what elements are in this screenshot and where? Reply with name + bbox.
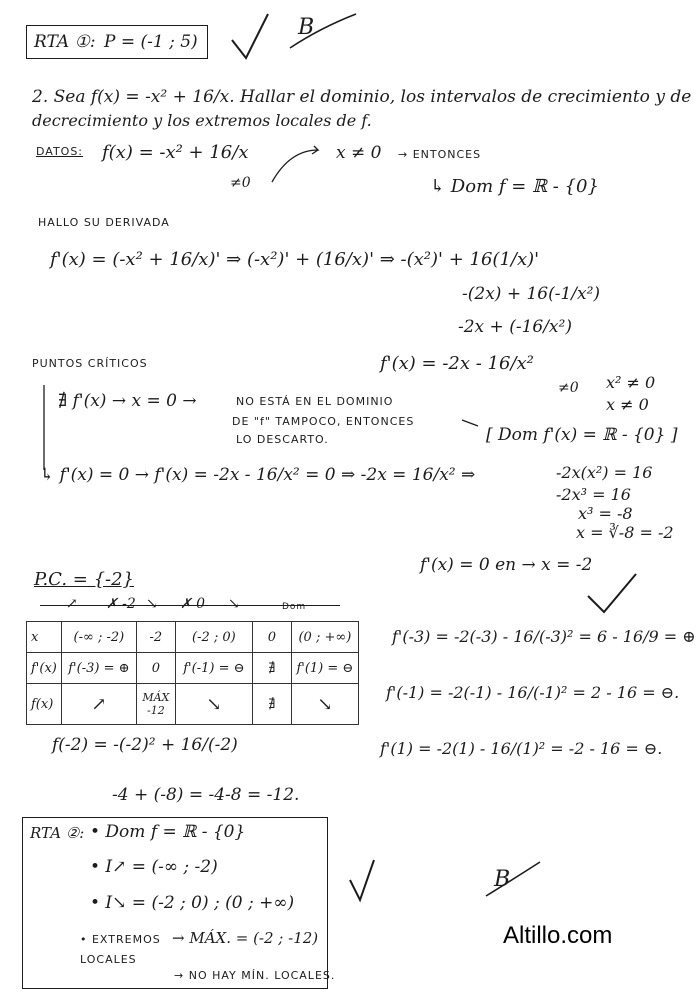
axis-mark-2: ✗ -2 (106, 596, 136, 612)
table-cell: (0 ; +∞) (291, 622, 358, 653)
check-icon (588, 574, 636, 612)
critical-case1-lhs: ∄ f'(x) → x = 0 → (58, 391, 197, 411)
arrow-icon (272, 146, 318, 182)
table-cell: f'(1) = ⊖ (291, 653, 358, 684)
critical-summary: f'(x) = 0 en → x = -2 (420, 555, 593, 575)
table-cell: ↗ (61, 684, 136, 725)
fmin-line1: f(-2) = -(-2)² + 16/(-2) (52, 735, 238, 755)
datos-condition: x ≠ 0 (336, 143, 382, 163)
rta2-dom: • Dom f = ℝ - {0} (90, 822, 246, 842)
table-cell: -2 (136, 622, 175, 653)
datos-label: DATOS: (36, 145, 84, 158)
table-cell: f'(-1) = ⊖ (175, 653, 252, 684)
check-icon (232, 14, 268, 58)
axis-label: Dom (282, 602, 307, 612)
pc-label: P.C. = {-2} (34, 569, 135, 590)
critical-case1-text3: LO DESCARTO. (236, 433, 329, 446)
rta1-value: P = (-1 ; 5) (104, 32, 198, 52)
eval-1: f'(-3) = -2(-3) - 16/(-3)² = 6 - 16/9 = ⊕ (392, 627, 696, 646)
critical-side-cond1: x² ≠ 0 (606, 373, 656, 392)
datos-function: f(x) = -x² + 16/x (102, 142, 249, 163)
watermark: Altillo.com (503, 922, 613, 949)
table-cell: ↘ (291, 684, 358, 725)
derivative-line2: -(2x) + 16(-1/x²) (462, 284, 601, 304)
axis-mark-5: ↘ (228, 596, 240, 612)
rta2-inc: • I↗ = (-∞ ; -2) (90, 857, 218, 877)
rta2-ext-label2: LOCALES (80, 953, 137, 966)
rta2-label: RTA ②: (30, 824, 85, 842)
critical-title: PUNTOS CRÍTICOS (32, 357, 148, 370)
table-cell: ∄ (252, 684, 291, 725)
table-cell: ↘ (175, 684, 252, 725)
table-cell: f(x) (27, 684, 62, 725)
derivative-line1: f'(x) = (-x² + 16/x)' ⇒ (-x²)' + (16/x)' ⇒ -(x²)' + 16(1/x)' (50, 249, 540, 270)
table-cell: f'(-3) = ⊕ (61, 653, 136, 684)
derivative-result: f'(x) = -2x - 16/x² (380, 353, 534, 374)
critical-solve1: -2x(x²) = 16 (556, 463, 653, 482)
rta2-max: → MÁX. = (-2 ; -12) (172, 929, 319, 947)
eval-2: f'(-1) = -2(-1) - 16/(-1)² = 2 - 16 = ⊖. (386, 683, 680, 702)
eval-3: f'(1) = -2(1) - 16/(1)² = -2 - 16 = ⊖. (380, 739, 663, 758)
axis-mark-4: ✗ 0 (180, 596, 206, 612)
table-cell: ∄ (252, 653, 291, 684)
critical-case1-text2: DE "f" TAMPOCO, ENTONCES (232, 415, 415, 428)
fmin-line2: -4 + (-8) = -4-8 = -12. (112, 785, 300, 805)
critical-case2: ↳ f'(x) = 0 → f'(x) = -2x - 16/x² = 0 ⇒ -2x = 16/x² ⇒ (40, 465, 476, 485)
datos-domain: ↳ Dom f = ℝ - {0} (430, 176, 599, 197)
rta2-ext-label1: • EXTREMOS (80, 933, 161, 946)
critical-side-cond2: x ≠ 0 (606, 395, 649, 414)
axis-mark-3: ↘ (146, 596, 158, 612)
table-cell: 0 (136, 653, 175, 684)
arrow-icon (462, 420, 478, 426)
derivative-result-note: ≠0 (558, 380, 579, 396)
datos-entonces: → ENTONCES (398, 148, 482, 161)
table-cell: (-2 ; 0) (175, 622, 252, 653)
rta1-label: RTA ①: (34, 32, 96, 52)
derivative-title: HALLO SU DERIVADA (38, 216, 170, 229)
critical-dom-deriv: [ Dom f'(x) = ℝ - {0} ] (486, 425, 678, 445)
grade-mark-2: B (494, 867, 511, 892)
grade-mark-1: B (298, 15, 315, 40)
rta2-min: → NO HAY MÍN. LOCALES. (174, 969, 336, 982)
table-cell: (-∞ ; -2) (61, 622, 136, 653)
critical-solve2: -2x³ = 16 (556, 485, 631, 504)
table-cell: 0 (252, 622, 291, 653)
problem-line2: decrecimiento y los extremos locales de f. (32, 111, 372, 130)
table-cell: x (27, 622, 62, 653)
check-icon (350, 860, 374, 900)
critical-solve3: x³ = -8 (578, 504, 633, 523)
critical-solve4: x = ∛-8 = -2 (576, 523, 674, 542)
problem-line1: 2. Sea f(x) = -x² + 16/x. Hallar el dominio, los intervalos de crecimiento y de (32, 87, 692, 107)
table-cell: MÁX -12 (136, 684, 175, 725)
axis-mark-1: ↗ (66, 596, 78, 612)
table-cell: f'(x) (27, 653, 62, 684)
derivative-line3: -2x + (-16/x²) (458, 317, 572, 337)
rta2-dec: • I↘ = (-2 ; 0) ; (0 ; +∞) (90, 893, 295, 913)
datos-note: ≠0 (230, 175, 251, 191)
critical-case1-text1: NO ESTÁ EN EL DOMINIO (236, 395, 394, 408)
